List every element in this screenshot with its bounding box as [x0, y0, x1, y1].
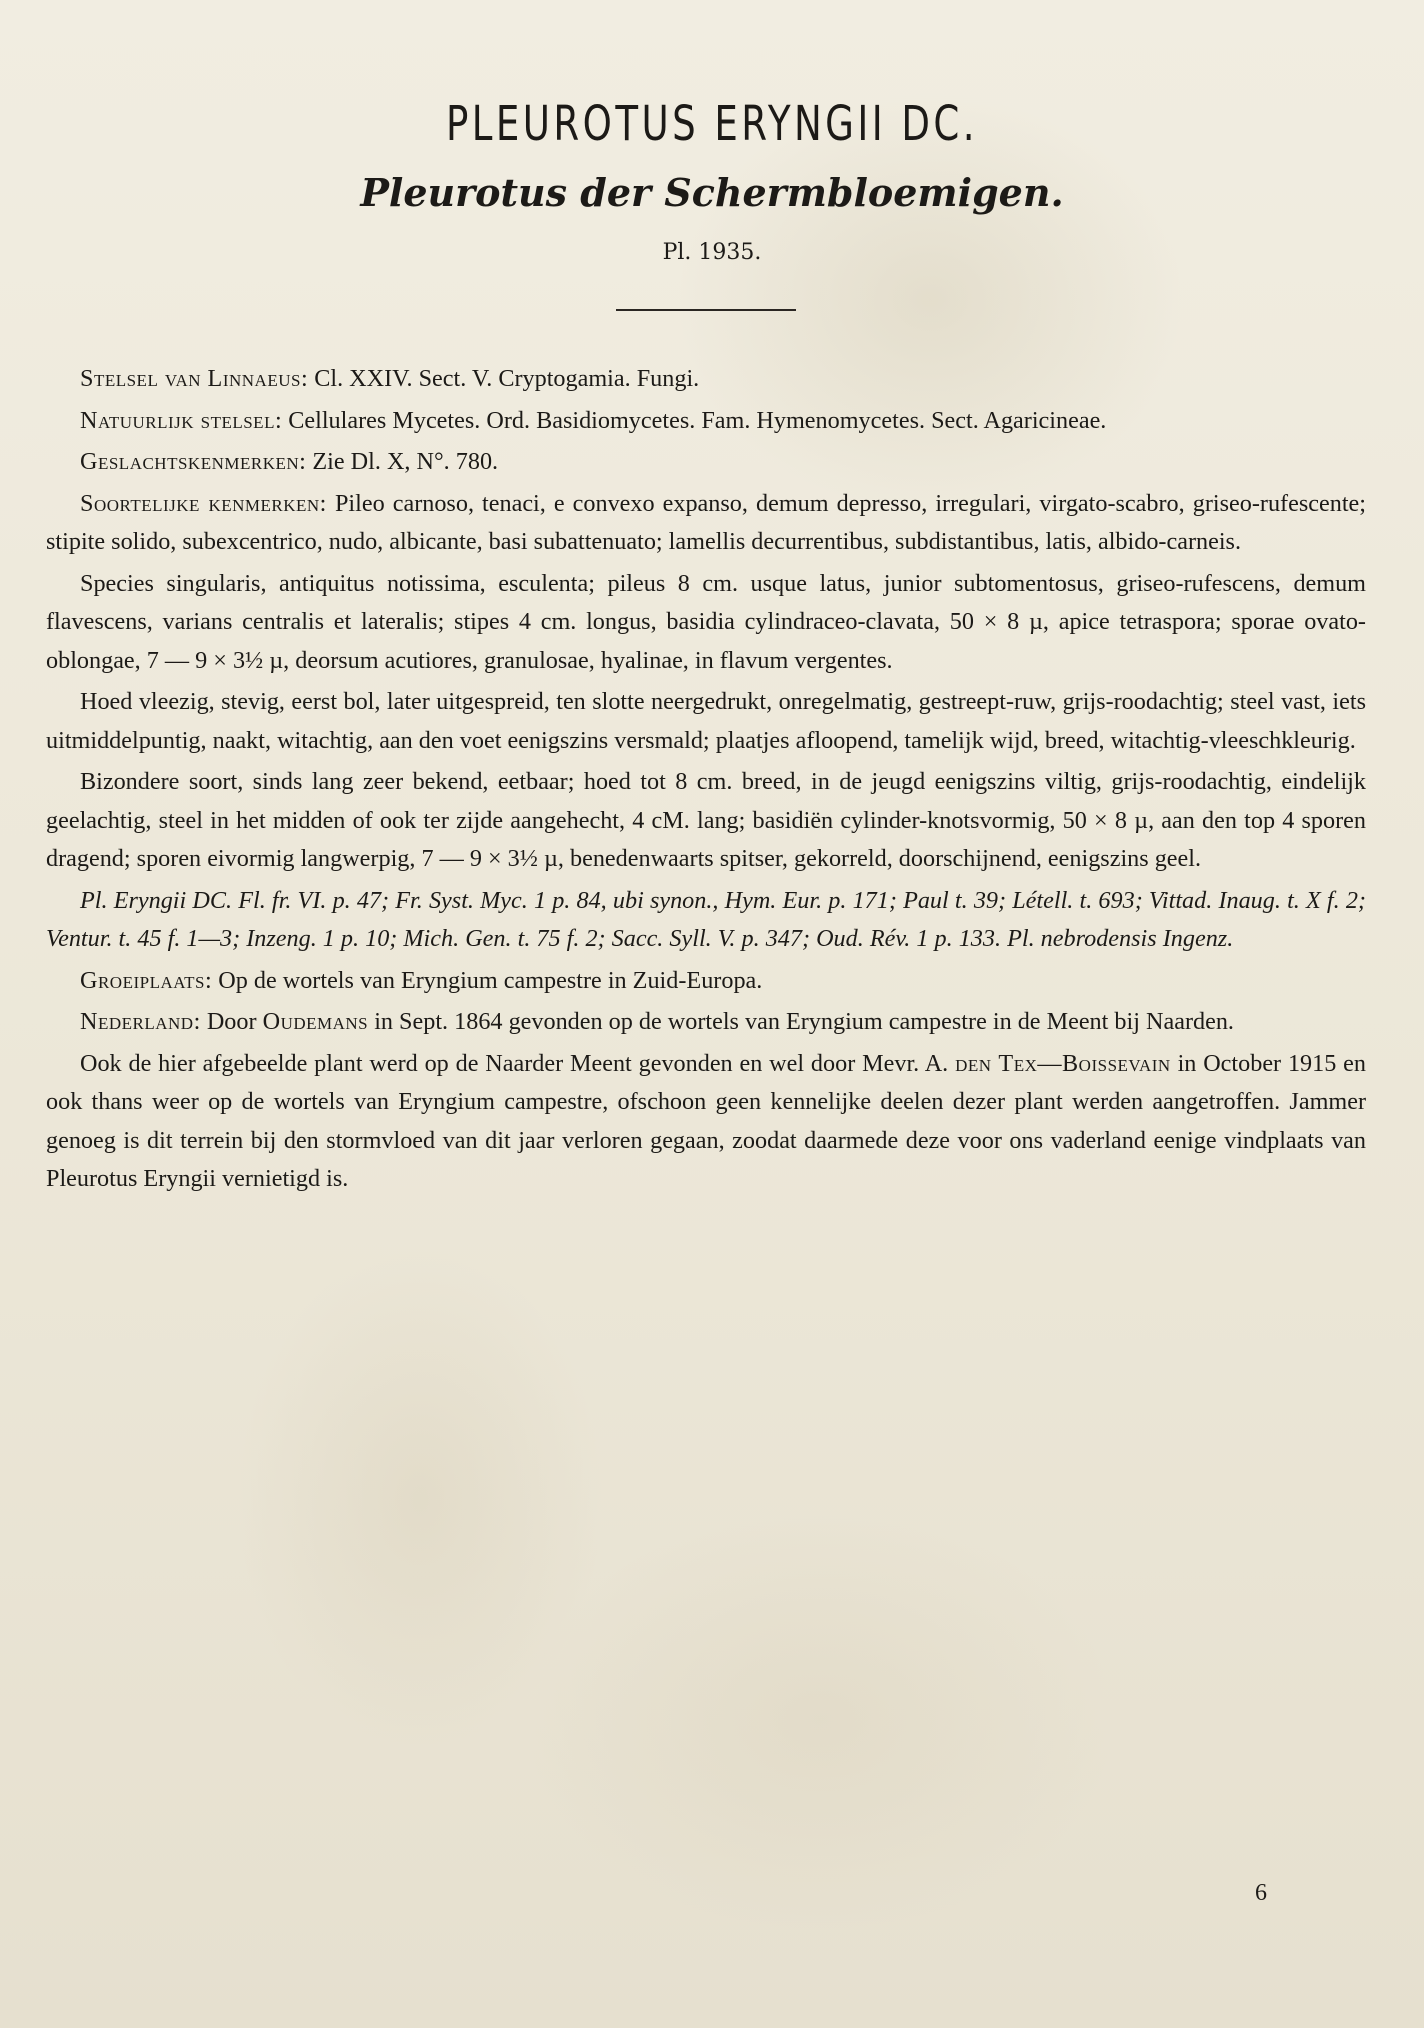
references-paragraph: Pl. Eryngii DC. Fl. fr. VI. p. 47; Fr. Syst. Myc. 1 p. 84, ubi synon., Hym. Eur. p. 171; Paul t. 39; Létell. t. 693; Vittad. Inaug. t. X f. 2; Ventur. t. 45 f. 1—3; Inzeng. 1 p. 10; Mich. Gen. t. 75 f. 2; Sacc. Syll. V. p. 347; Oud. Rév. 1 p. 133. Pl. nebrodensis Ingenz.	[46, 886, 1366, 952]
genus-paragraph	[46, 443, 1366, 482]
species-text: Pileo carnoso, tenaci, e convexo expanso, demum depresso, irregulari, virgato-scabro, griseo-rufescente; stipite solido, subexcentrico, nudo, albicante, basi subattenuato; lamellis decurrentibus, subdistantibus, latis, albido-carneis.	[46, 489, 1366, 555]
netherlands-pre: Door	[206, 1008, 257, 1035]
document-body	[46, 360, 1366, 1202]
netherlands-paragraph	[46, 1003, 1366, 1042]
netherlands-label: Nederland:	[80, 1008, 201, 1035]
habitat-text: Op de wortels van Eryngium campestre in Zuid-Europa.	[218, 966, 763, 994]
dutch-long-paragraph: Bizondere soort, sinds lang zeer bekend, eetbaar; hoed tot 8 cm. breed, in de jeugd eenigszins viltig, grijs-roodachtig, eindelijk geelachtig, steel in het midden of ook ter zijde aangehecht, 4 cM. lang; basidiën cylinder-knotsvormig, 50 × 8 µ, aan den top 4 sporen dragend; sporen eivormig langwerpig, 7 — 9 × 3½ µ, benedenwaarts spitser, gekorreld, doorschijnend, eenigszins geel.	[46, 768, 1366, 872]
closing-paragraph	[46, 1045, 1366, 1199]
page-title: PLEUROTUS ERYNGII DC.	[445, 96, 979, 152]
dutch-short-paragraph: Hoed vleezig, stevig, eerst bol, later uitgespreid, ten slotte neergedrukt, onregelmatig, gestreept-ruw, grijs-roodachtig; steel vast, iets uitmiddelpuntig, naakt, witachtig, aan den voet eenigszins versmald; plaatjes afloopend, tamelijk wijd, breed, witachtig-vleeschkleurig.	[46, 688, 1366, 754]
species-label: Soortelijke kenmerken:	[80, 489, 327, 517]
latin-description-paragraph: Species singularis, antiquitus notissima, esculenta; pileus 8 cm. usque latus, junior subtomentosus, griseo-rufescens, demum flavescens, varians centralis et lateralis; stipes 4 cm. longus, basidia cylindraceo-clavata, 50 × 8 µ, apice tetraspora; sporae ovato-oblongae, 7 — 9 × 3½ µ, deorsum acutiores, granulosae, hyalinae, in flavum vergentes.	[46, 569, 1366, 674]
netherlands-name: Oudemans	[262, 1008, 369, 1035]
genus-label: Geslachtskenmerken:	[80, 448, 307, 475]
linnaeus-label: Stelsel van Linnaeus:	[80, 365, 309, 392]
natural-system-label: Natuurlijk stelsel:	[80, 406, 283, 434]
natural-system-paragraph	[46, 402, 1366, 441]
natural-system-text: Cellulares Mycetes. Ord. Basidiomycetes. Fam. Hymenomycetes. Sect. Agaricineae.	[288, 406, 1107, 434]
closing-text: in October 1915 en ook thans weer op de wortels van Eryngium campestre, ofschoon geen kennelijke deelen dezer plant werden aangetroffen. Jammer genoeg is dit terrein bij den stormvloed van dit jaar verloren gegaan, zoodat daarmede deze voor ons vaderland eenige vindplaats van Pleurotus Eryngii vernietigd is.	[46, 1049, 1367, 1192]
habitat-paragraph	[46, 962, 1366, 1001]
closing-name: den Tex—Boissevain	[955, 1049, 1171, 1077]
genus-text: Zie Dl. X, N°. 780.	[312, 448, 499, 475]
linnaeus-paragraph	[46, 360, 1366, 399]
page-subtitle: Pleurotus der Schermbloemigen.	[360, 170, 1064, 215]
netherlands-text: in Sept. 1864 gevonden op de wortels van Eryngium campestre in de Meent bij Naarden.	[374, 1008, 1234, 1035]
plate-number: Pl. 1935.	[662, 240, 762, 265]
page-number: 6	[1255, 1880, 1267, 1906]
title-divider	[616, 309, 796, 311]
closing-pre: Ook de hier afgebeelde plant werd op de Naarder Meent gevonden en wel door Mevr. A.	[80, 1049, 949, 1077]
linnaeus-text: Cl. XXIV. Sect. V. Cryptogamia. Fungi.	[314, 365, 700, 392]
habitat-label: Groeiplaats:	[80, 966, 213, 994]
species-paragraph	[46, 485, 1366, 562]
